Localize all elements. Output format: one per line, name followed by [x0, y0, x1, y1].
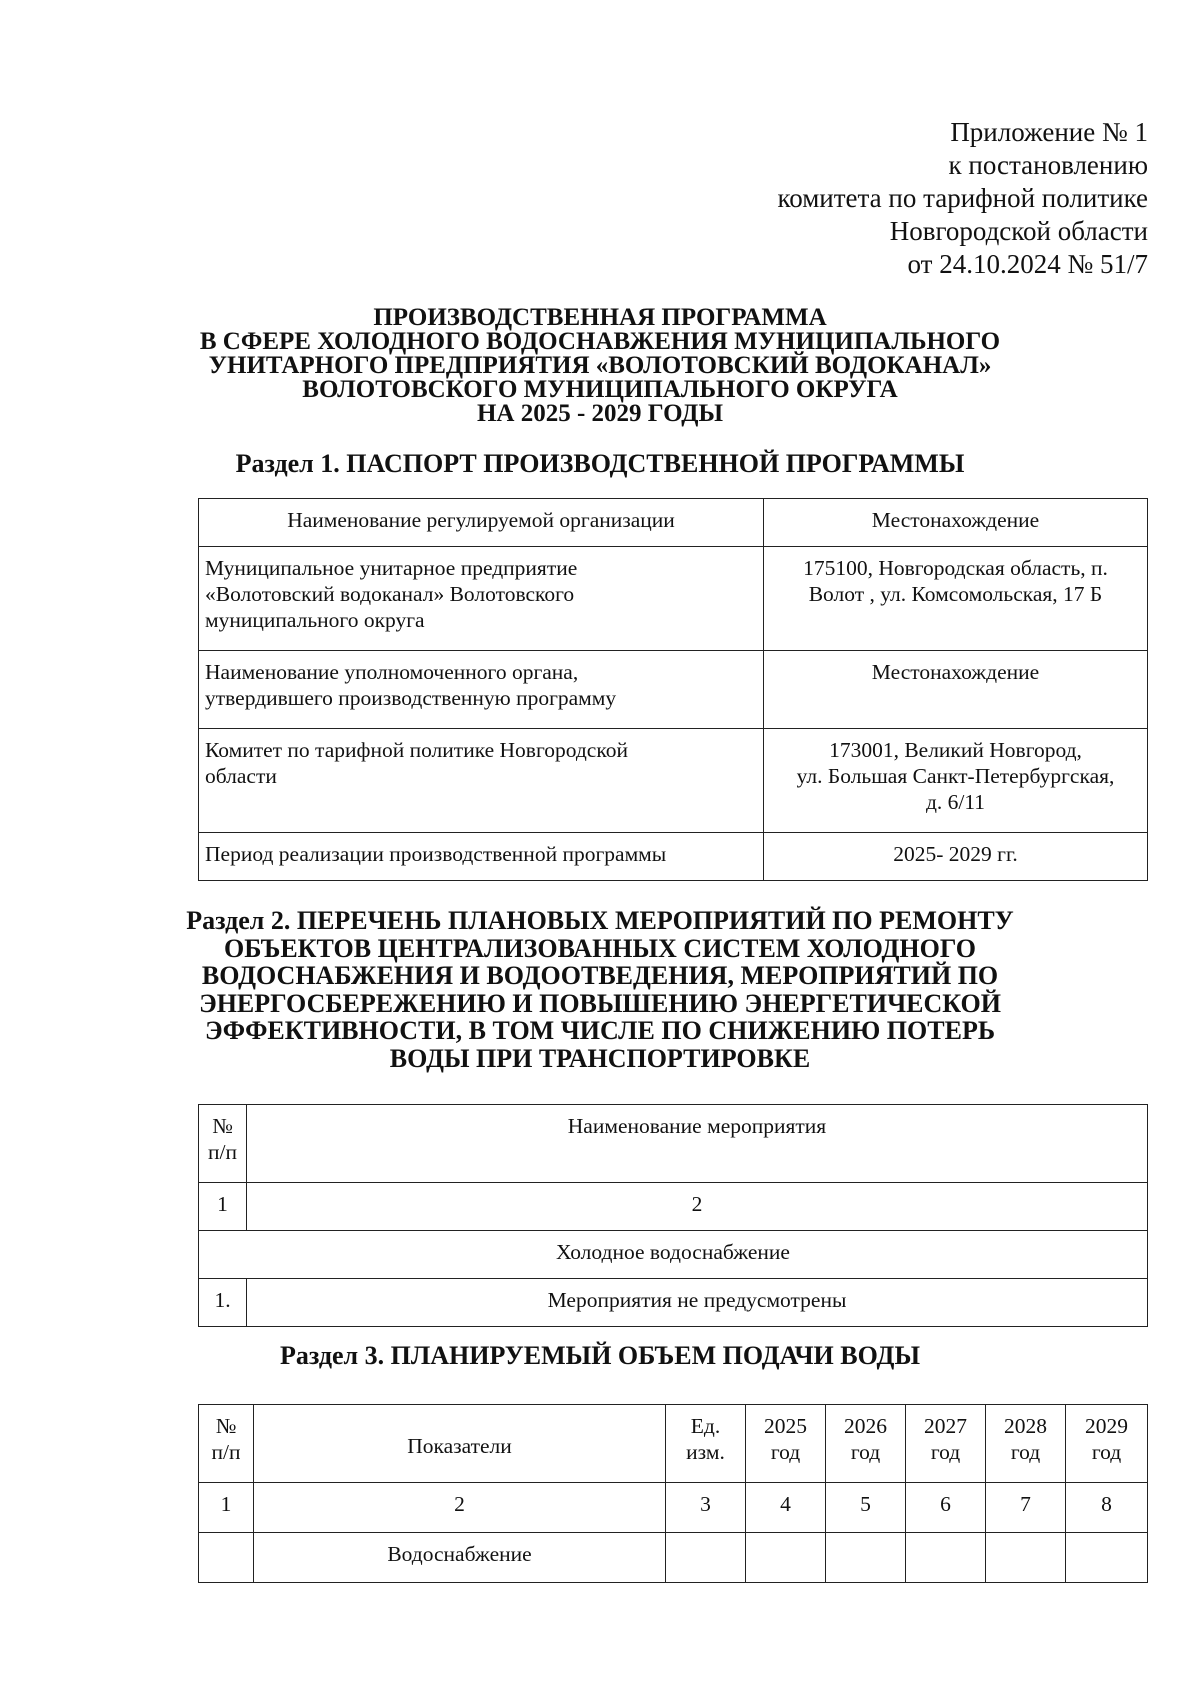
col-num-header — [199, 1105, 247, 1183]
empty-cell — [666, 1533, 746, 1583]
water-volume-table — [198, 1404, 1148, 1583]
authority-location-label-cell — [764, 651, 1148, 729]
year-value: 2028 — [1004, 1414, 1047, 1438]
row-num: 1. — [199, 1279, 247, 1327]
empty-cell — [906, 1533, 986, 1583]
title-line: В СФЕРЕ ХОЛОДНОГО ВОДОСНАВЖЕНИЯ МУНИЦИПАЛЬНОГО — [199, 328, 1001, 355]
section1-title — [160, 450, 1040, 478]
index-cell: 7 — [986, 1483, 1066, 1533]
period-value-cell — [764, 833, 1148, 881]
org-address-line: 175100, Новгородская область, п. — [803, 556, 1108, 580]
org-name-line: Муниципальное унитарное предприятие — [205, 556, 578, 580]
col-year-2025 — [746, 1405, 826, 1483]
title-line: ПРОИЗВОДСТВЕННАЯ ПРОГРАММА — [373, 304, 827, 331]
year-value: 2027 — [924, 1414, 967, 1438]
authority-name-line: Комитет по тарифной политике Новгородской — [205, 738, 628, 762]
header-location: Местонахождение — [871, 508, 1040, 532]
index-cell: 3 — [666, 1483, 746, 1533]
table-row — [199, 651, 1148, 729]
table-row — [199, 1183, 1148, 1231]
appendix-header — [777, 116, 1148, 281]
year-suffix: год — [770, 1440, 801, 1464]
table-row — [199, 833, 1148, 881]
table-row — [199, 1533, 1148, 1583]
authority-label-cell — [199, 651, 764, 729]
row-name: Мероприятия не предусмотрены — [247, 1279, 1148, 1327]
authority-location-label: Местонахождение — [871, 660, 1040, 684]
authority-name-cell — [199, 729, 764, 833]
appendix-line: от 24.10.2024 № 51/7 — [907, 249, 1148, 279]
section2-title-line: ЭФФЕКТИВНОСТИ, В ТОМ ЧИСЛЕ ПО СНИЖЕНИЮ ПОТЕРЬ — [204, 1016, 996, 1045]
empty-cell — [1066, 1533, 1148, 1583]
table-row — [199, 1483, 1148, 1533]
org-address-cell — [764, 547, 1148, 651]
year-value: 2029 — [1085, 1414, 1128, 1438]
section2-title — [160, 907, 1040, 1072]
empty-cell — [746, 1533, 826, 1583]
org-name-cell — [199, 547, 764, 651]
col-year-2027 — [906, 1405, 986, 1483]
authority-label-line: Наименование уполномоченного органа, — [205, 660, 579, 684]
org-name-line: муниципального округа — [205, 608, 425, 632]
authority-address-line: ул. Большая Санкт-Петербургская, — [796, 764, 1115, 788]
title-line: УНИТАРНОГО ПРЕДПРИЯТИЯ «ВОЛОТОВСКИЙ ВОДОКАНАЛ» — [208, 352, 992, 379]
period-label: Период реализации производственной программы — [205, 842, 667, 866]
col-indicator-header: Показатели — [254, 1405, 666, 1483]
period-label-cell — [199, 833, 764, 881]
year-value: 2026 — [844, 1414, 887, 1438]
section2-title-line: Раздел 2. ПЕРЕЧЕНЬ ПЛАНОВЫХ МЕРОПРИЯТИЙ ПО РЕМОНТУ — [186, 906, 1014, 935]
table-row — [199, 499, 1148, 547]
col-unit-header — [666, 1405, 746, 1483]
section3-title — [160, 1342, 1040, 1370]
index-cell: 6 — [906, 1483, 986, 1533]
appendix-line: Новгородской области — [889, 216, 1148, 246]
section3-title-text: Раздел 3. ПЛАНИРУЕМЫЙ ОБЪЕМ ПОДАЧИ ВОДЫ — [280, 1341, 920, 1370]
col-name: Наименование мероприятия — [567, 1114, 827, 1138]
col-num-line: п/п — [208, 1140, 237, 1164]
period-value: 2025- 2029 гг. — [893, 842, 1018, 866]
index-cell: 2 — [247, 1183, 1148, 1231]
table-row — [199, 1231, 1148, 1279]
group-label-cell: Водоснабжение — [254, 1533, 666, 1583]
appendix-line: к постановлению — [948, 150, 1148, 180]
section2-title-line: ОБЪЕКТОВ ЦЕНТРАЛИЗОВАННЫХ СИСТЕМ ХОЛОДНОГО — [224, 933, 976, 963]
authority-label-line: утвердившего производственную программу — [205, 686, 617, 710]
index-cell: 4 — [746, 1483, 826, 1533]
empty-cell — [199, 1533, 254, 1583]
table-row — [199, 547, 1148, 651]
authority-address-line: д. 6/11 — [925, 790, 986, 814]
group-row-cell: Холодное водоснабжение — [199, 1231, 1148, 1279]
index-cell: 8 — [1066, 1483, 1148, 1533]
col-unit-line: Ед. — [690, 1414, 721, 1438]
year-suffix: год — [1091, 1440, 1122, 1464]
empty-cell — [986, 1533, 1066, 1583]
title-line: ВОЛОТОВСКОГО МУНИЦИПАЛЬНОГО ОКРУГА — [302, 376, 898, 403]
authority-name-line: области — [205, 764, 277, 788]
authority-address-line: 173001, Великий Новгород, — [829, 738, 1082, 762]
year-suffix: год — [930, 1440, 961, 1464]
title-line: НА 2025 - 2029 ГОДЫ — [476, 400, 724, 427]
index-cell: 1 — [199, 1483, 254, 1533]
col-num-line: п/п — [211, 1440, 241, 1464]
index-cell: 2 — [254, 1483, 666, 1533]
table-row — [199, 1105, 1148, 1183]
col-unit-line: изм. — [686, 1440, 725, 1464]
empty-cell — [826, 1533, 906, 1583]
section1-title-text: Раздел 1. ПАСПОРТ ПРОИЗВОДСТВЕННОЙ ПРОГРАММЫ — [235, 449, 965, 478]
header-location-cell — [764, 499, 1148, 547]
col-num-header — [199, 1405, 254, 1483]
measures-table — [198, 1104, 1148, 1327]
col-year-2029 — [1066, 1405, 1148, 1483]
index-cell: 1 — [199, 1183, 247, 1231]
index-cell: 5 — [826, 1483, 906, 1533]
col-name-header — [247, 1105, 1148, 1183]
section2-title-line: ВОДЫ ПРИ ТРАНСПОРТИРОВКЕ — [389, 1043, 811, 1073]
document-title — [160, 306, 1040, 426]
org-name-line: «Волотовский водоканал» Волотовского — [205, 582, 575, 606]
appendix-line: комитета по тарифной политике — [777, 183, 1148, 213]
appendix-line: Приложение № 1 — [950, 117, 1148, 147]
col-num-line: № — [215, 1414, 237, 1438]
year-value: 2025 — [764, 1414, 807, 1438]
table-row — [199, 729, 1148, 833]
year-suffix: год — [850, 1440, 881, 1464]
org-address-line: Волот , ул. Комсомольская, 17 Б — [808, 582, 1103, 606]
col-year-2026 — [826, 1405, 906, 1483]
header-org-cell — [199, 499, 764, 547]
passport-table — [198, 498, 1148, 881]
authority-address-cell — [764, 729, 1148, 833]
year-suffix: год — [1010, 1440, 1041, 1464]
section2-title-line: ВОДОСНАБЖЕНИЯ И ВОДООТВЕДЕНИЯ, МЕРОПРИЯТИЙ ПО — [201, 961, 999, 990]
header-org: Наименование регулируемой организации — [287, 508, 675, 532]
col-year-2028 — [986, 1405, 1066, 1483]
table-row — [199, 1279, 1148, 1327]
section2-title-line: ЭНЕРГОСБЕРЕЖЕНИЮ И ПОВЫШЕНИЮ ЭНЕРГЕТИЧЕСКОЙ — [199, 988, 1001, 1018]
table-row — [199, 1405, 1148, 1483]
col-num-line: № — [212, 1114, 233, 1138]
